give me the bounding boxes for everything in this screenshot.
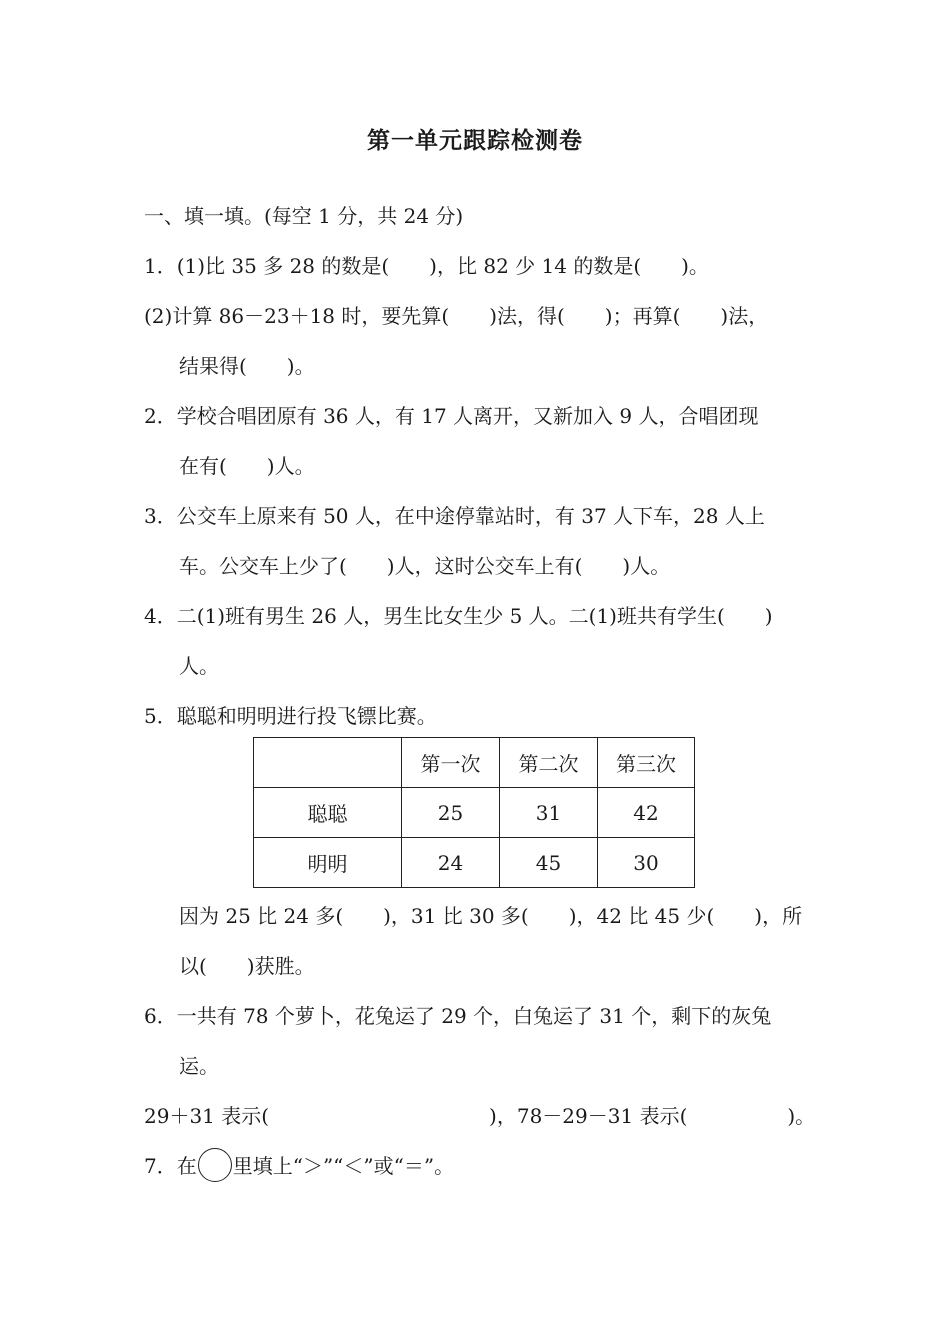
question-3-cont: 车。公交车上少了( )人，这时公交车上有( )人。 <box>179 554 671 578</box>
table-row-label: 聪聪 <box>254 788 402 838</box>
question-1-2: (2)计算 86－23＋18 时，要先算( )法，得( )；再算( )法， <box>144 304 769 328</box>
circle-icon <box>198 1148 232 1182</box>
table-header-cell <box>254 738 402 788</box>
question-6-blanks: 29＋31 表示( )，78－29－31 表示( )。 <box>144 1104 816 1128</box>
question-2-cont: 在有( )人。 <box>179 454 315 478</box>
question-4: 4．二(1)班有男生 26 人，男生比女生少 5 人。二(1)班共有学生( ) <box>144 604 773 628</box>
page-title: 第一单元跟踪检测卷 <box>367 128 583 154</box>
table-header-row <box>254 738 695 788</box>
question-5-answer-cont: 以( )获胜。 <box>179 954 315 978</box>
question-7-suffix: 里填上“＞”“＜”或“＝”。 <box>232 1154 455 1178</box>
table-row <box>254 788 695 838</box>
question-3: 3．公交车上原来有 50 人，在中途停靠站时，有 37 人下车，28 人上 <box>144 504 765 528</box>
table-header-cell: 第三次 <box>598 738 695 788</box>
question-1-1: 1．(1)比 35 多 28 的数是( )，比 82 少 14 的数是( )。 <box>144 254 709 278</box>
question-4-cont: 人。 <box>179 654 219 678</box>
question-5: 5．聪聪和明明进行投飞镖比赛。 <box>144 704 437 728</box>
question-1-2-cont: 结果得( )。 <box>179 354 315 378</box>
table-cell: 30 <box>598 838 695 888</box>
question-6: 6．一共有 78 个萝卜，花兔运了 29 个，白兔运了 31 个，剩下的灰兔 <box>144 1004 772 1028</box>
question-7 <box>144 1152 454 1182</box>
question-6-cont: 运。 <box>179 1054 219 1078</box>
section-heading: 一、填一填。(每空 1 分，共 24 分) <box>144 204 464 228</box>
question-7-prefix: 7．在 <box>144 1154 197 1178</box>
table-cell: 25 <box>402 788 500 838</box>
table-cell: 24 <box>402 838 500 888</box>
question-5-answer: 因为 25 比 24 多( )，31 比 30 多( )，42 比 45 少( )，所 <box>179 904 803 928</box>
score-table <box>253 737 695 888</box>
table-row <box>254 838 695 888</box>
question-2: 2．学校合唱团原有 36 人，有 17 人离开，又新加入 9 人，合唱团现 <box>144 404 759 428</box>
table-header-cell: 第二次 <box>500 738 598 788</box>
table-header-cell: 第一次 <box>402 738 500 788</box>
table-cell: 42 <box>598 788 695 838</box>
table-cell: 45 <box>500 838 598 888</box>
table-cell: 31 <box>500 788 598 838</box>
table-row-label: 明明 <box>254 838 402 888</box>
